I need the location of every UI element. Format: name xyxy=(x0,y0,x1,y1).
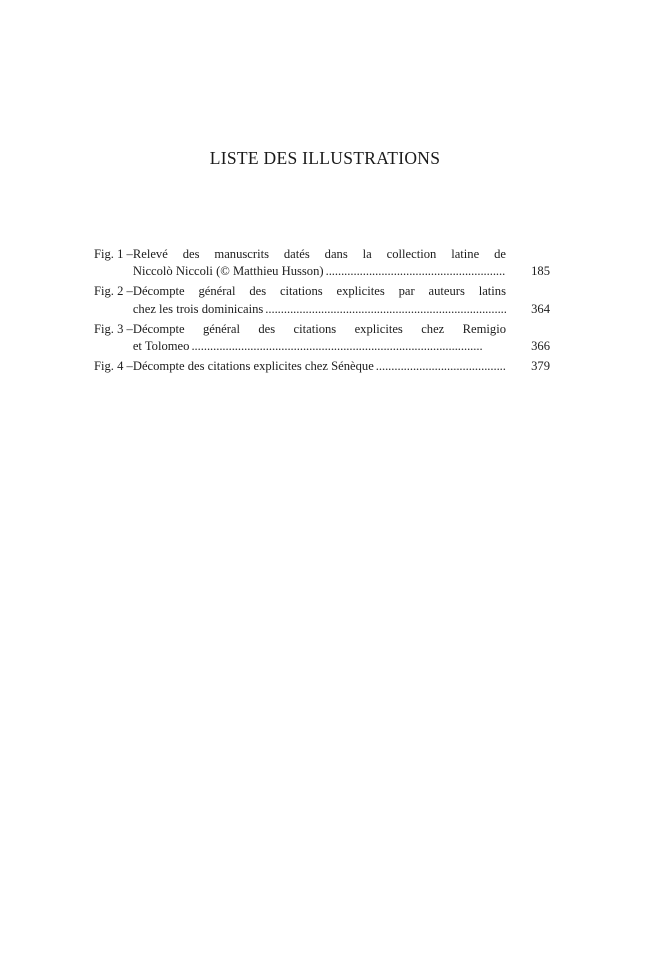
page-number: 366 xyxy=(531,339,550,354)
list-item xyxy=(94,358,550,375)
page-title: LISTE DES ILLUSTRATIONS xyxy=(209,148,441,168)
list-item xyxy=(94,283,550,317)
figure-number: Fig. 3 – xyxy=(94,321,133,336)
entry-text-line: Décompte général des citations explicites par auteurs latins xyxy=(132,284,506,299)
entry-body xyxy=(133,321,550,355)
page-number: 364 xyxy=(531,301,550,316)
entry-last-line xyxy=(133,358,550,375)
dot-leader xyxy=(265,301,506,318)
illustrations-list xyxy=(94,246,550,378)
entry-text-line: Relevé des manuscrits datés dans la collection latine de xyxy=(132,247,506,261)
entry-text-line: Niccolò Niccoli (© Matthieu Husson) xyxy=(132,264,324,279)
list-item xyxy=(94,321,550,355)
list-item xyxy=(94,246,550,280)
entry-text-line: chez les trois dominicains xyxy=(132,301,264,316)
entry-last-line xyxy=(133,301,550,318)
entry-text-line: et Tolomeo xyxy=(132,339,190,354)
dot-leader xyxy=(191,338,506,355)
figure-number: Fig. 2 – xyxy=(94,284,133,299)
entry-last-line xyxy=(133,263,550,280)
entry-body xyxy=(133,358,550,375)
figure-number: Fig. 4 – xyxy=(94,359,133,374)
dot-leader xyxy=(376,358,506,375)
page-number: 379 xyxy=(531,359,550,374)
figure-number: Fig. 1 – xyxy=(94,247,133,261)
page-number: 185 xyxy=(531,264,550,279)
entry-last-line xyxy=(133,338,550,355)
entry-text-line: Décompte général des citations explicites chez Remigio xyxy=(132,321,506,336)
entry-body xyxy=(133,283,550,317)
entry-text-line: Décompte des citations explicites chez Sénèque xyxy=(132,359,374,374)
entry-body xyxy=(133,246,550,280)
dot-leader xyxy=(326,263,506,280)
